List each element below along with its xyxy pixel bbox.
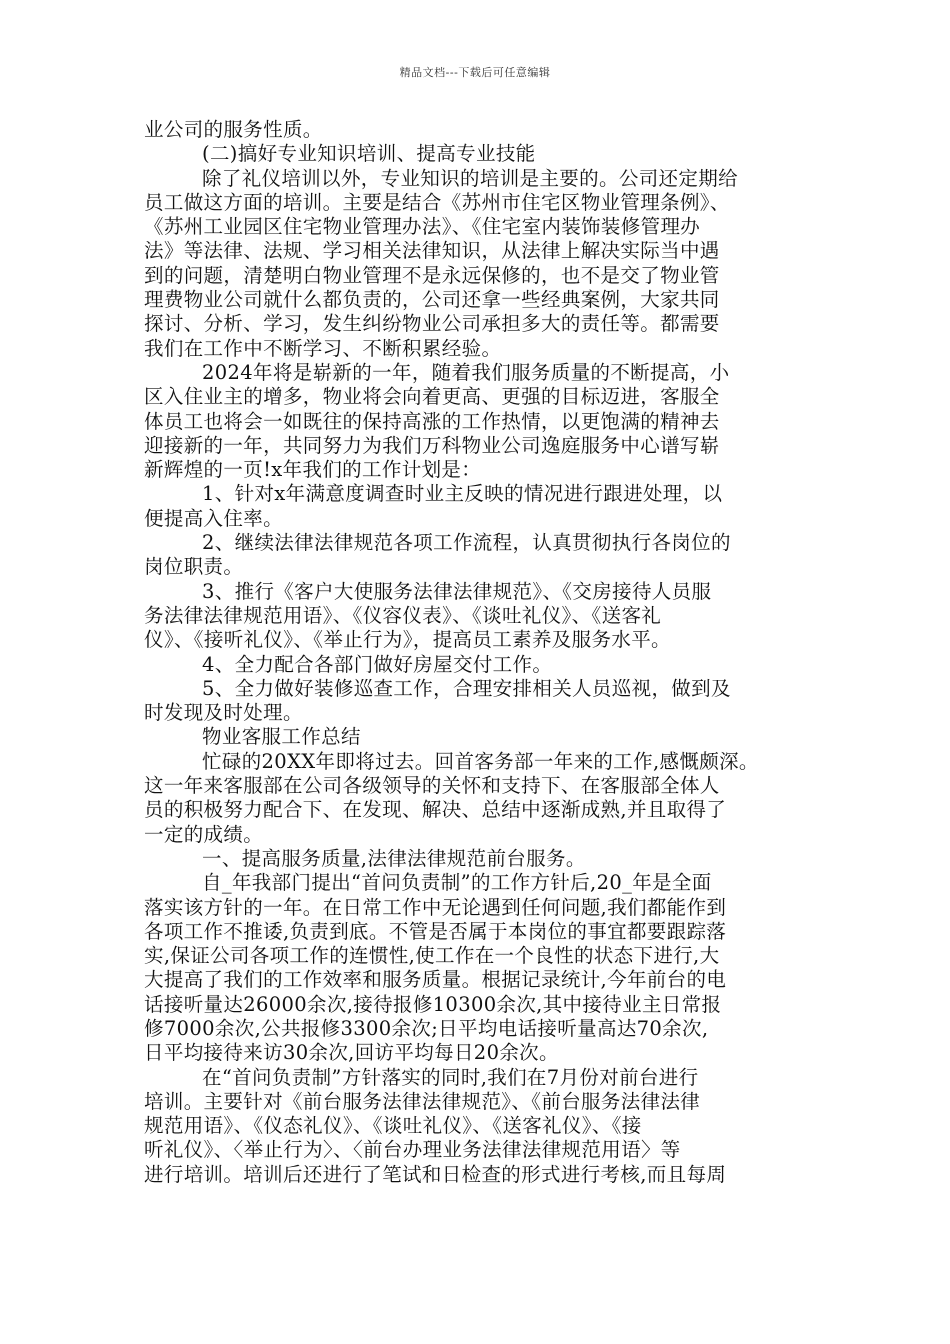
text-line: (二)搞好专业知识培训、提高专业技能 [202,142,536,166]
text-line: 员工做这方面的培训。主要是结合《苏州市住宅区物业管理条例》、 [144,190,730,214]
text-line: 一、提高服务质量,法律法律规范前台服务。 [202,846,586,870]
text-line: 区入住业主的增多，物业将会向着更高、更强的目标迈进，客服全 [144,385,720,409]
text-line: 3、推行《客户大使服务法律法律规范》、《交房接待人员服 [202,579,712,603]
text-line: 自_年我部门提出“首问负责制”的工作方针后,20_年是全面 [202,871,712,895]
text-line: 法》等法律、法规、学习相关法律知识，从法律上解决实际当中遇 [144,239,720,263]
text-line: 规范用语》、《仪态礼仪》、《谈吐礼仪》、《送客礼仪》、《接 [144,1114,642,1138]
text-line: 5、全力做好装修巡查工作，合理安排相关人员巡视，做到及 [202,676,731,700]
text-line: 迎接新的一年，共同努力为我们万科物业公司逸庭服务中心谱写崭 [144,433,720,457]
text-line: 2024年将是崭新的一年，随着我们服务质量的不断提高，小 [202,360,730,384]
text-line: 2、继续法律法律规范各项工作流程，认真贯彻执行各岗位的 [202,531,731,555]
text-line: 培训。主要针对《前台服务法律法律规范》、《前台服务法律法律 [144,1089,701,1113]
text-line: 岗位职责。 [144,555,244,579]
text-line: 新辉煌的一页!x年我们的工作计划是： [144,458,482,482]
text-line: 1、针对x年满意度调查时业主反映的情况进行跟进处理，以 [202,482,723,506]
text-line: 体员工也将会一如既往的保持高涨的工作热情，以更饱满的精神去 [144,409,720,433]
text-line: 员的积极努力配合下、在发现、解决、总结中逐渐成熟,并且取得了 [144,798,727,822]
text-line: 听礼仪》、〈举止行为〉、〈前台办理业务法律法律规范用语〉等 [144,1138,681,1162]
text-line: 我们在工作中不断学习、不断积累经验。 [144,336,502,360]
text-line: 在“首问负责制”方针落实的同时,我们在7月份对前台进行 [202,1065,699,1089]
text-line: 到的问题，清楚明白物业管理不是永远保修的，也不是交了物业管 [144,263,720,287]
page-header: 精品文档---下载后可任意编辑 [399,66,551,79]
document-body [144,118,808,1187]
text-line: 除了礼仪培训以外，专业知识的培训是主要的。公司还定期给 [202,166,738,190]
text-line: 话接听量达26000余次,接待报修10300余次,其中接待业主日常报 [144,992,722,1016]
text-line: 便提高入住率。 [144,506,283,530]
text-line: 时发现及时处理。 [144,701,303,725]
text-line: 一定的成绩。 [144,822,264,846]
text-line: 探讨、分析、学习，发生纠纷物业公司承担多大的责任等。都需要 [144,312,720,336]
text-line: 实,保证公司各项工作的连惯性,使工作在一个良性的状态下进行,大 [144,944,720,968]
text-line: 业公司的服务性质。 [144,118,323,141]
text-line: 理费物业公司就什么都负责的，公司还拿一些经典案例，大家共同 [144,288,720,312]
text-line: 日平均接待来访30余次,回访平均每日20余次。 [144,1041,559,1065]
text-line: 仪》、《接听礼仪》、《举止行为》，提高员工素养及服务水平。 [144,628,671,652]
text-line: 物业客服工作总结 [202,725,361,749]
text-line: 落实该方针的一年。在日常工作中无论遇到任何问题,我们都能作到 [144,895,727,919]
text-line: 4、全力配合各部门做好房屋交付工作。 [202,652,553,676]
text-line: 这一年来客服部在公司各级领导的关怀和支持下、在客服部全体人 [144,774,720,798]
text-line: 务法律法律规范用语》、《仪容仪表》、《谈吐礼仪》、《送客礼 [144,603,662,627]
text-line: 忙碌的20XX年即将过去。回首客务部一年来的工作,感慨颇深。 [202,749,759,773]
text-line: 大提高了我们的工作效率和服务质量。根据记录统计,今年前台的电 [144,968,727,992]
text-line: 修7000余次,公共报修3300余次;日平均电话接听量高达70余次, [144,1016,709,1040]
text-line: 进行培训。培训后还进行了笔试和日检查的形式进行考核,而且每周 [144,1162,727,1186]
text-line: 各项工作不推诿,负责到底。不管是否属于本岗位的事宜都要跟踪落 [144,919,727,943]
text-line: 《苏州工业园区住宅物业管理办法》、《住宅室内装饰装修管理办 [144,215,701,239]
